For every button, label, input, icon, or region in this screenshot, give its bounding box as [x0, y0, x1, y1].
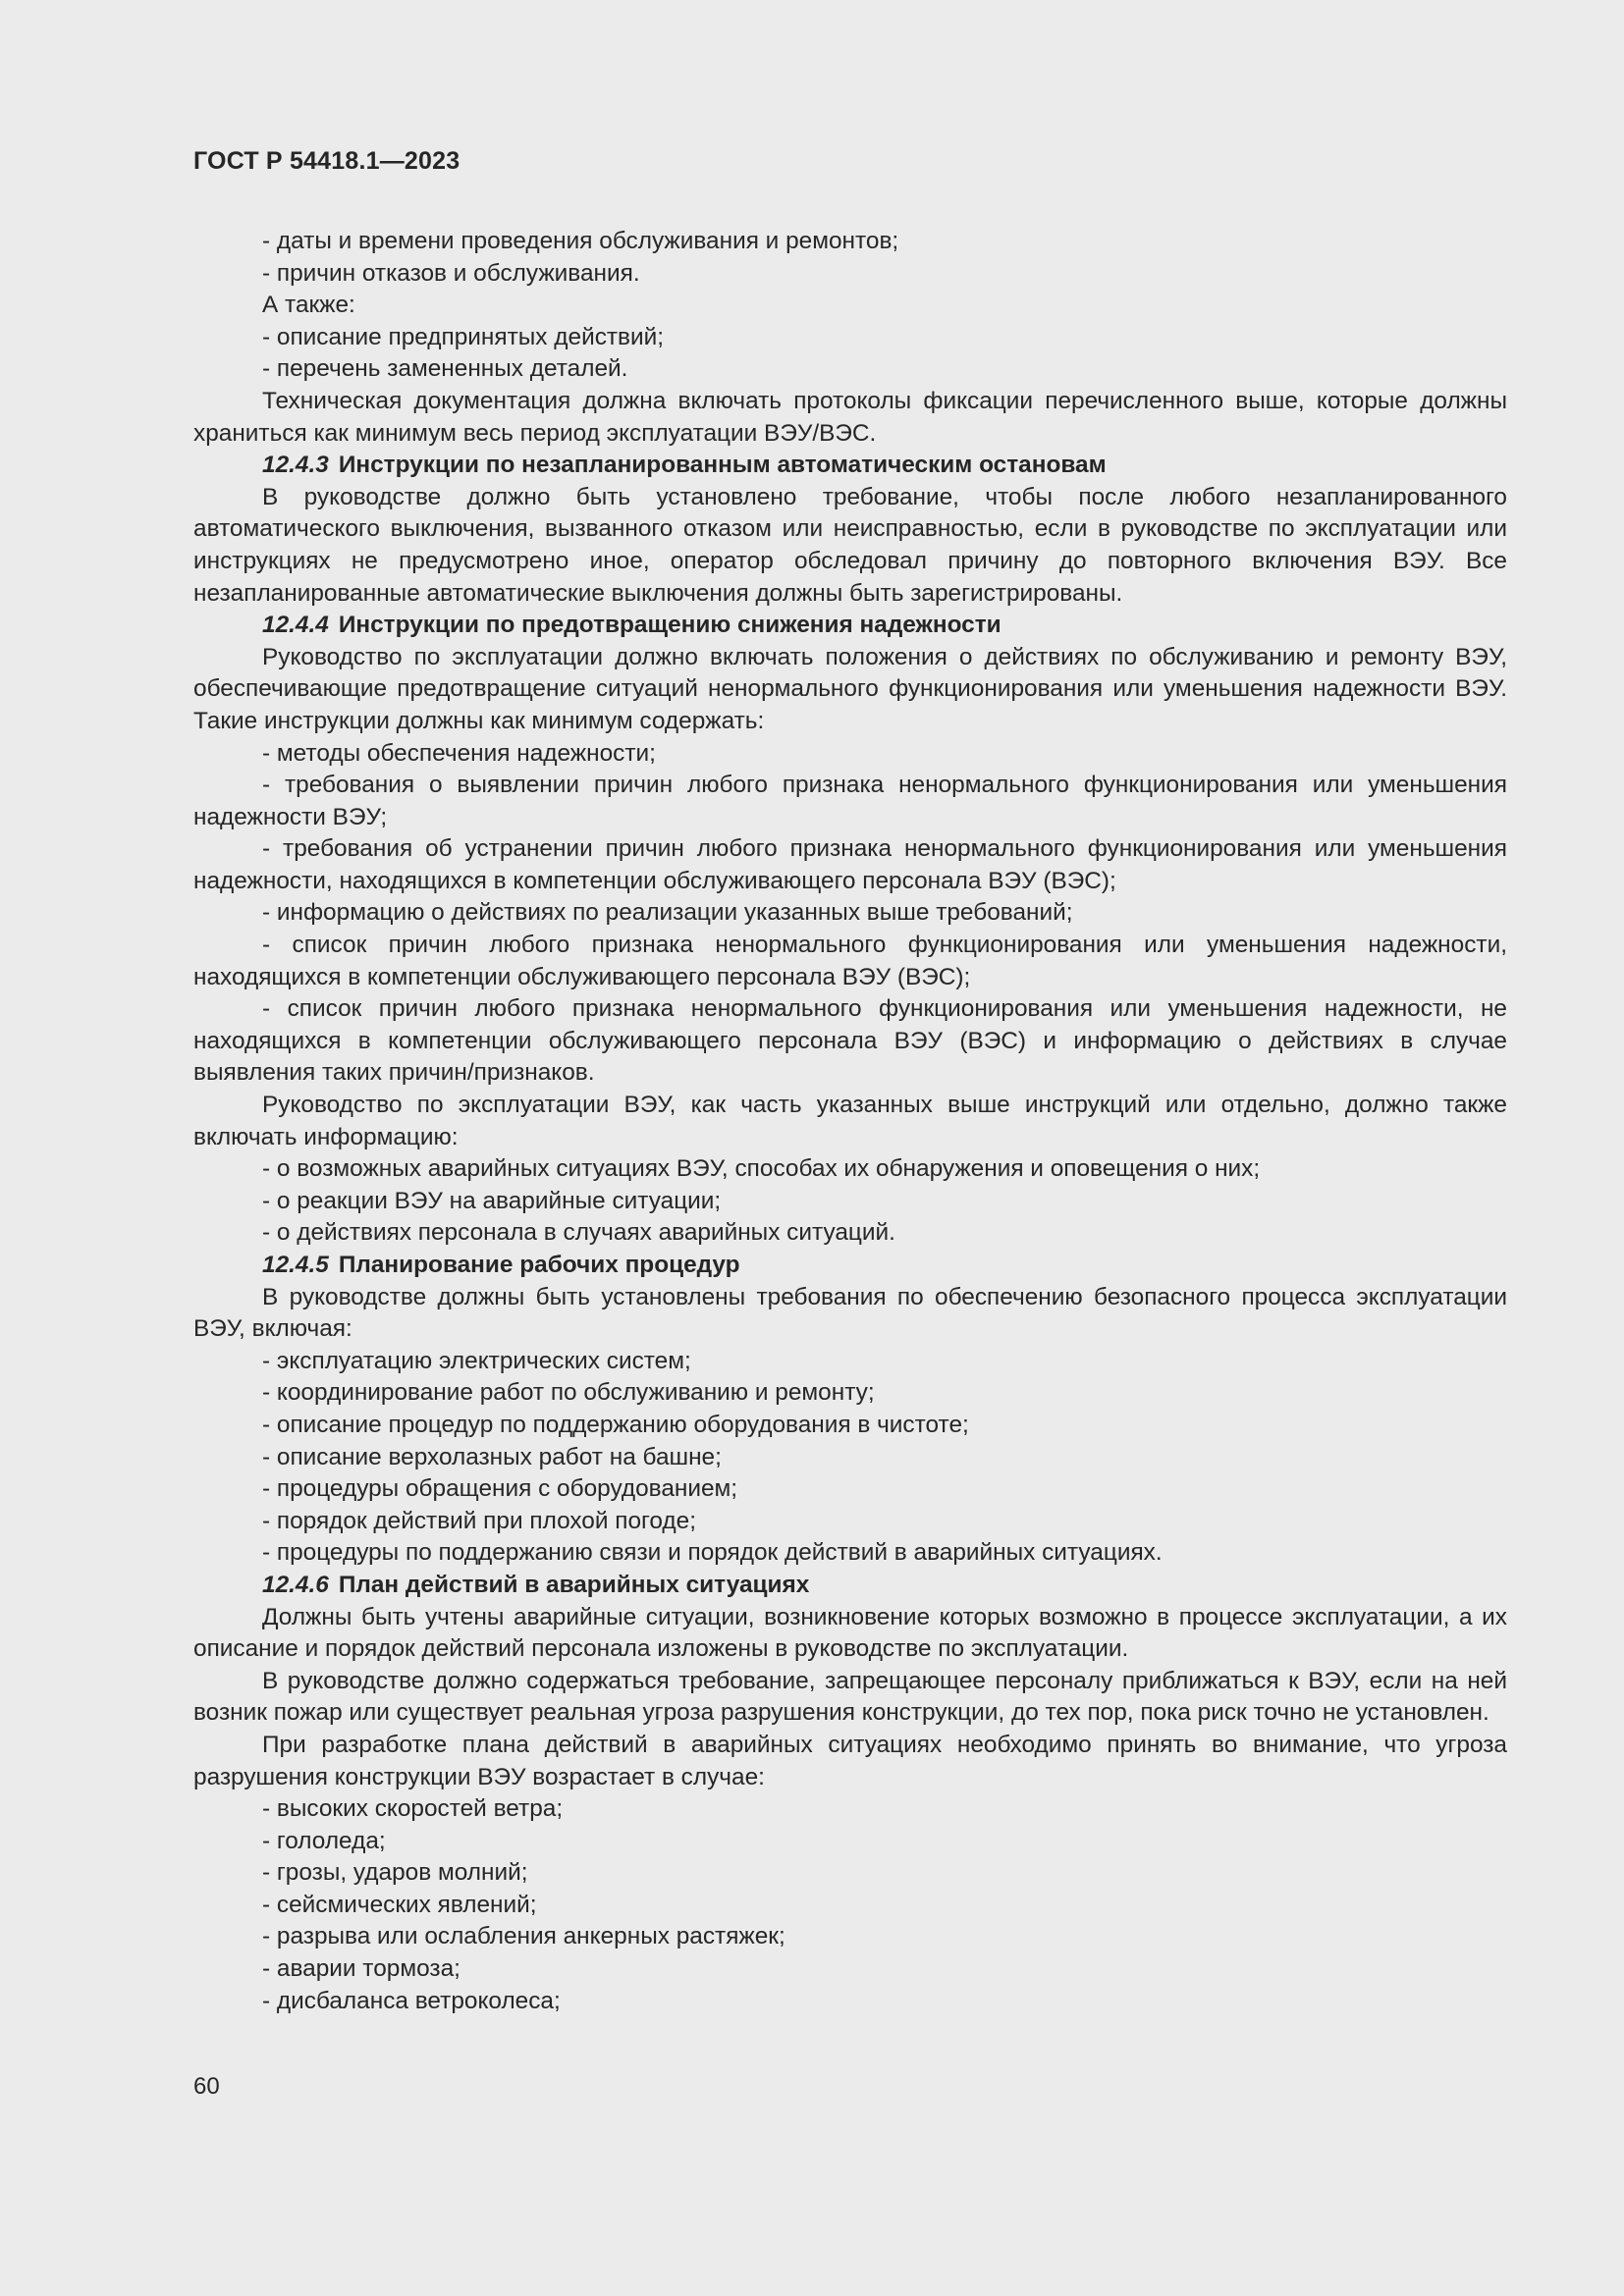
list-item: - эксплуатацию электрических систем; [262, 1347, 691, 1374]
section-number: 12.4.5 [262, 1252, 329, 1278]
paragraph: В руководстве должно быть установлено требование, чтобы после любого незапланированного автоматического выключения, вызванного отказом или неисправностью, если в руководстве по эксплуатации или инструкциях не предусмотрено иное, оператор обследовал причину до повторного включения ВЭУ. Все незапланированные автоматические выключения должны быть зарегистрированы. [193, 483, 1507, 607]
section-heading [193, 450, 1507, 482]
paragraph: В руководстве должны быть установлены требования по обеспечению безопасного процесса эксплуатации ВЭУ, включая: [193, 1283, 1507, 1343]
list-item: - о возможных аварийных ситуациях ВЭУ, способах их обнаружения и оповещения о них; [262, 1155, 1261, 1183]
list-item: - гололеда; [262, 1827, 386, 1854]
paragraph: Должны быть учтены аварийные ситуации, возникновение которых возможно в процессе эксплуатации, а их описание и порядок действий персонала изложены в руководстве по эксплуатации. [193, 1603, 1507, 1663]
section-title: Планирование рабочих процедур [338, 1252, 740, 1278]
section-number: 12.4.6 [262, 1571, 329, 1598]
section-heading [193, 1250, 1507, 1282]
section-heading [193, 610, 1507, 642]
document-body [193, 226, 1507, 2017]
list-item: - информацию о действиях по реализации указанных выше требований; [262, 899, 1073, 927]
section-number: 12.4.3 [262, 452, 329, 479]
document-header: ГОСТ Р 54418.1—2023 [193, 147, 460, 175]
paragraph: - требования о выявлении причин любого признака ненормального функционирования или уменьшения надежности ВЭУ; [193, 772, 1507, 830]
section-heading [193, 1570, 1507, 1602]
list-item: - описание верхолазных работ на башне; [262, 1443, 722, 1470]
section-number: 12.4.4 [262, 612, 329, 639]
section-title: План действий в аварийных ситуациях [338, 1571, 810, 1598]
list-item: - сейсмических явлений; [262, 1891, 537, 1918]
list-item: - процедуры обращения с оборудованием; [262, 1475, 738, 1503]
list-item: - причин отказов и обслуживания. [262, 259, 640, 287]
page-number: 60 [193, 2073, 220, 2100]
section-title: Инструкции по незапланированным автоматическим остановам [338, 452, 1107, 479]
list-item: - аварии тормоза; [262, 1955, 460, 1983]
list-item: - описание предпринятых действий; [262, 323, 665, 350]
paragraph: Руководство по эксплуатации ВЭУ, как часть указанных выше инструкций или отдельно, должно также включать информацию: [193, 1092, 1507, 1150]
paragraph: Техническая документация должна включать протоколы фиксации перечисленного выше, которые должны храниться как минимум весь период эксплуатации ВЭУ/ВЭС. [193, 387, 1507, 447]
list-item: - даты и времени проведения обслуживания и ремонтов; [262, 228, 899, 254]
list-item: - о действиях персонала в случаях аварийных ситуаций. [262, 1219, 895, 1247]
paragraph: - список причин любого признака ненормального функционирования или уменьшения надежности, находящихся в компетенции обслуживающего персонала ВЭУ (ВЭС); [193, 932, 1507, 990]
paragraph: - список причин любого признака ненормального функционирования или уменьшения надежности, не находящихся в компетенции обслуживающего персонала ВЭУ (ВЭС) и информацию о действиях в случае выявления таких причин/признаков. [193, 995, 1507, 1087]
list-item: - методы обеспечения надежности; [262, 739, 656, 767]
list-item: - высоких скоростей ветра; [262, 1795, 564, 1823]
section-title: Инструкции по предотвращению снижения надежности [338, 612, 1001, 639]
list-item: А также: [262, 292, 355, 319]
paragraph: Руководство по эксплуатации должно включать положения о действиях по обслуживанию и ремонту ВЭУ, обеспечивающие предотвращение ситуаций ненормального функционирования или уменьшения надежности ВЭУ. Такие инструкции должны как минимум содержать: [193, 643, 1507, 734]
list-item: - порядок действий при плохой погоде; [262, 1507, 696, 1534]
list-item: - описание процедур по поддержанию оборудования в чистоте; [262, 1411, 969, 1438]
list-item: - координирование работ по обслуживанию и ремонту; [262, 1379, 875, 1407]
list-item: - перечень замененных деталей. [262, 355, 628, 383]
paragraph: - требования об устранении причин любого признака ненормального функционирования или уменьшения надежности, находящихся в компетенции обслуживающего персонала ВЭУ (ВЭС); [193, 835, 1507, 894]
list-item: - процедуры по поддержанию связи и порядок действий в аварийных ситуациях. [262, 1539, 1163, 1567]
list-item: - разрыва или ослабления анкерных растяжек; [262, 1923, 785, 1950]
list-item: - грозы, ударов молний; [262, 1859, 528, 1887]
list-item: - о реакции ВЭУ на аварийные ситуации; [262, 1187, 722, 1214]
paragraph: При разработке плана действий в аварийных ситуациях необходимо принять во внимание, что угроза разрушения конструкции ВЭУ возрастает в случае: [193, 1731, 1507, 1790]
paragraph: В руководстве должно содержаться требование, запрещающее персоналу приближаться к ВЭУ, если на ней возник пожар или существует реальная угроза разрушения конструкции, до тех пор, пока риск точно не установлен. [193, 1667, 1507, 1727]
list-item: - дисбаланса ветроколеса; [262, 1987, 561, 2014]
